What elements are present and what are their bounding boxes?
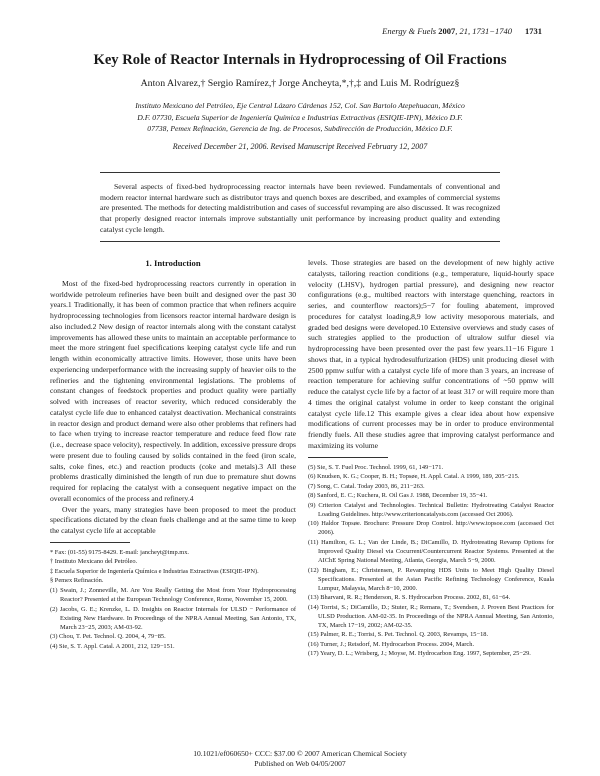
journal-year: 2007: [438, 26, 456, 36]
journal-volume-pages: , 21, 1731−1740: [455, 26, 512, 36]
reference-entry: (15) Palmer, R. E.; Torrisi, S. Pet. Technol. Q. 2003, Revamps, 15−18.: [308, 631, 489, 639]
left-column: [50, 258, 296, 651]
reference-entry: (10) Haldor Topsøe. Brochure: Pressure Drop Control. http://www.topsoe.com (accessed Oct 2006).: [308, 520, 554, 537]
footnote: § Pemex Refinación.: [50, 577, 104, 585]
author-list: Anton Alvarez,† Sergio Ramírez,† Jorge Ancheyta,*,†,‡ and Luis M. Rodríguez§: [140, 78, 460, 89]
paper-title: Key Role of Reactor Internals in Hydroprocessing of Oil Fractions: [93, 52, 507, 68]
right-column: [308, 258, 554, 659]
references: [308, 463, 554, 659]
reference-entry: (6) Knudsen, K. G.; Cooper, B. H.; Topsøe, H. Appl. Catal. A 1999, 189, 205−215.: [308, 473, 520, 481]
footnote-rule: [50, 542, 130, 543]
affiliations: [86, 100, 514, 135]
abstract: Several aspects of fixed-bed hydroprocessing reactor internals have been reviewed. Fundamentals of conventional and modern reactor internal hardware such as distributor trays and quench boxes are described, and examples of commercial systems are presented. The methods for detecting maldistribution and cases of successful revamping are also discussed. It was recognized that properly designed reactor internals improve substantially unit performance by increasing product quality and extending catalyst cycle length.: [100, 182, 500, 234]
published-date: Published on Web 04/05/2007: [254, 758, 346, 768]
doi-line: 10.1021/ef060650+ CCC: $37.00 © 2007 American Chemical Society: [193, 749, 407, 758]
footnote: ‡ Escuela Superior de Ingeniería Química e Industrias Extractivas (ESIQIE-IPN).: [50, 567, 259, 575]
reference-entry: (13) Bharvani, R. R.; Henderson, R. S. Hydrocarbon Process. 2002, 81, 61−64.: [308, 594, 511, 602]
journal-name: Energy & Fuels: [382, 26, 437, 36]
body-paragraph: Over the years, many strategies have been proposed to meet the product specifications dictated by the clean fuels challenge and at the same time to keep the catalyst cycle life at acceptable: [50, 504, 296, 535]
reference-entry: (11) Hamilton, G. L.; Van der Linde, B.; DiCamillo, D. Hydrotreating Revamp Options for Improved Quality Diesel via Cocurrent/Countercurrent Reactor Systems. Presented at the AIChE Spring National Meeting, Atlanta, Georgia, March 5−9, 2000.: [308, 538, 554, 564]
page-number: 1731: [525, 26, 542, 36]
journal-citation: [382, 26, 512, 36]
reference-entry: (14) Torrisi, S.; DiCamillo, D.; Stuter, R.; Remans, T.; Svendsen, J. Proven Best Practices for ULSD Production. AM-02-35. In Proceedings of the NPRA Annual Meeting, San Antonio, TX, March 17−19, 2002; AM-02-35.: [308, 603, 554, 629]
abstract-bottom-rule: [100, 241, 500, 242]
running-header: [0, 26, 600, 38]
footnote: * Fax: (01-55) 9175-8429. E-mail: jancheyt@imp.mx.: [50, 548, 189, 556]
body-paragraph: levels. Those strategies are based on the development of new highly active catalysts, tailoring reaction conditions (e.g., temperature, liquid-hourly space velocity (LHSV), hydrogen partial pressure), and designing new reactor configurations (e.g., multibed reactors with interstage quenching, reactors in series, and counterflow reactors);5−7 for fouling abatement, improved procedures for catalyst loading,8,9 low activity mesoporous materials, and graded bed designs were developed.10 Extensive overviews and study cases of such strategies applied to the production of ultralow sulfur diesel via hydroprocessing have been presented over the past few years.11−16 Figure 1 shows that, in a typical hydrodesulfurization (HDS) unit producing diesel with 2500 ppmw sulfur with a catalyst cycle life of more than 3 years, an increase of reaction temperature for achieving sulfur concentrations of ~50 ppmw will reduce the catalyst cycle life by a factor of at least 317 or will require more than 4 times the original catalyst volume in order to keep constant the original catalyst cycle life.12 This example gives a clear idea about how expensive modifications of current processes may be in order to produce environmental friendly fuels. All these studies agree that improving catalyst performance and maximizing its volume: [308, 258, 554, 450]
reference-entry: (2) Jacobs, G. E.; Krenzke, L. D. Insights on Reactor Internals for ULSD − Performance of Existing New Hardware. In Proceedings of the NPRA Annual Meeting, San Antonio, TX, March 23−25, 2003; AM-03-92.: [50, 605, 296, 631]
reference-rule: [308, 457, 388, 458]
footnote: † Instituto Mexicano del Petróleo.: [50, 558, 138, 566]
reference-entry: (12) Bingham, E.; Christensen, P. Revamping HDS Units to Meet High Quality Diesel Specifications. Presented at the Asian Pacific Refining Technology Conference, Kuala Lumpur, Malaysia, March 8−10, 2000.: [308, 566, 554, 592]
abstract-top-rule: [100, 172, 500, 173]
body-paragraph: Most of the fixed-bed hydroprocessing reactors currently in operation in worldwide petroleum refineries have been built and designed over the past 30 years.1 Traditionally, it has been of common practice that when refiners acquire hydroprocessing technologies from licensors reactor internal hardware design is also included.2 New design of reactor internals along with the constant catalyst improvements has allowed these units to maintain an acceptable performance to meet the more stringent fuel specifications keeping catalyst cycle life and run length within economically attractive limits. However, those units have been experiencing underperformance with the increasing supply of heavier oils to the refineries and the tightening environmental legislations. The problems of constant changes of feedstock properties and product quality were partially solved with increases of reactor severity, which reduced considerably the catalyst cycle life due to enhanced catalyst deactivation. Mechanical constraints in reactor design and product demand were also other problems that refiners had to face when trying to increase reactor temperature and reduce feed flow rate (i.e., decrease space velocity), respectively. In addition, excessive pressure drops were present due to fouling caused by solids contained in the feed (iron scale, salts, coke fines, etc.) and reaction products (coke and metals).3 All these problems drastically diminished the length of run due to premature shut downs required for replacing the catalyst with a consequent negative impact on the overall economics of the process and refinery.4: [50, 278, 296, 503]
reference-entry: (5) Sie, S. T. Fuel Proc. Technol. 1999, 61, 149−171.: [308, 463, 444, 471]
reference-entry: (8) Sanford, E. C.; Kuchera, R. Oil Gas J. 1988, December 19, 35−41.: [308, 492, 488, 500]
reference-entry: (4) Sie, S. T. Appl. Catal. A 2001, 212, 129−151.: [50, 642, 175, 650]
reference-entry: (16) Turner, J.; Reisdorf, M. Hydrocarbon Process. 2004, March.: [308, 640, 475, 648]
footnotes: [50, 548, 296, 651]
reference-entry: (3) Chou, T. Pet. Technol. Q. 2004, 4, 79−85.: [50, 633, 166, 641]
reference-entry: (9) Criterion Catalyst and Technologies. Technical Bulletin: Hydrotreating Catalyst Reactor Loading Guidelines. http://www.criterioncatalysts.com (accessed Oct 2006).: [308, 501, 554, 518]
affiliation-line: 07738, Pemex Refinación, Gerencia de Ing. de Procesos, Subdirección de Producción, México D.F.: [147, 124, 453, 134]
reference-entry: (1) Swain, J.; Zonneville, M. Are You Really Getting the Most from Your Hydroprocessing Reactor? Presented at the European Technology Conference, Rome, November 15, 2000.: [50, 586, 296, 603]
reference-entry: (7) Song, C. Catal. Today 2003, 86, 211−263.: [308, 482, 425, 490]
affiliation-line: Instituto Mexicano del Petróleo, Eje Central Lázaro Cárdenas 152, Col. San Bartolo Atepehuacan, México: [135, 101, 465, 110]
reference-entry: (17) Yeary, D. L.; Wrisberg, J.; Moyse, M. Hydrocarbon Eng. 1997, September, 25−29.: [308, 650, 531, 658]
page-footer: [40, 749, 560, 768]
section-heading: 1. Introduction: [145, 258, 201, 268]
affiliation-line: D.F. 07730, Escuela Superior de Ingeniería Química e Industrias Extractivas (ESIQIE-IPN), México D.F.: [137, 112, 463, 122]
received-dates: Received December 21, 2006. Revised Manuscript Received February 12, 2007: [172, 142, 428, 151]
